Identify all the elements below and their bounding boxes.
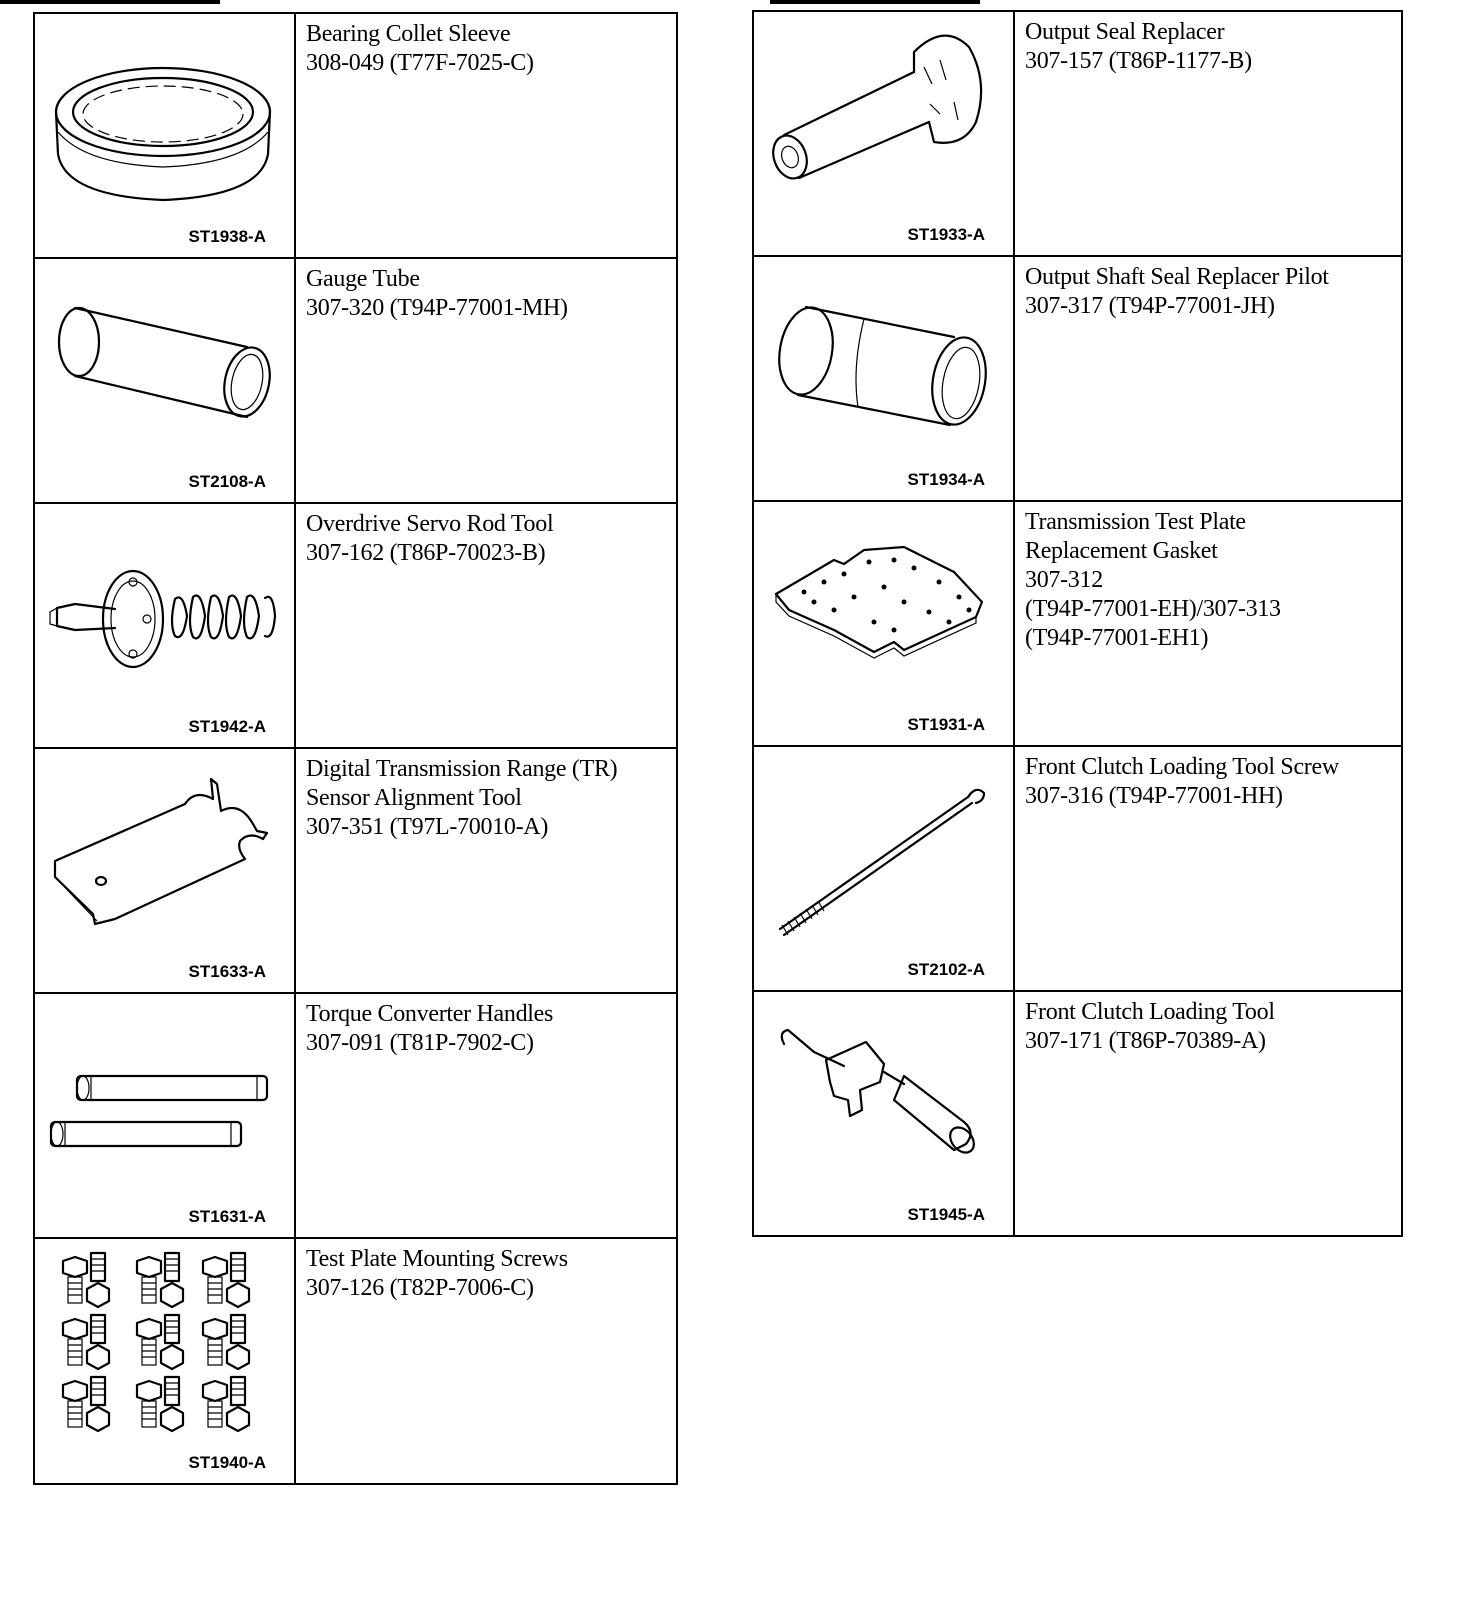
tool-number: 308-049 (T77F-7025-C) [306, 50, 534, 76]
tool-row [754, 257, 1401, 502]
tool-number: 307-316 (T94P-77001-HH) [1025, 783, 1283, 809]
gauge-tube-illustration [35, 259, 296, 502]
figure-code: ST1631-A [188, 1207, 266, 1226]
right-tool-table [752, 10, 1403, 1237]
tool-image-cell [35, 504, 296, 747]
bearing-collet-sleeve-illustration [35, 14, 296, 257]
tool-name: Output Shaft Seal Replacer Pilot [1025, 264, 1329, 290]
figure-code: ST1940-A [188, 1453, 266, 1472]
figure-code: ST1938-A [188, 227, 266, 246]
tool-image-cell [754, 257, 1015, 500]
tool-image-cell [754, 12, 1015, 255]
tool-number: 307-126 (T82P-7006-C) [306, 1275, 534, 1301]
tool-row [754, 12, 1401, 257]
tool-number: 307-317 (T94P-77001-JH) [1025, 293, 1275, 319]
tool-number: 307-091 (T81P-7902-C) [306, 1030, 534, 1056]
tool-number: (T94P-77001-EH)/307-313 [1025, 596, 1281, 622]
test-plate-gasket-illustration [754, 502, 1015, 745]
tool-description [306, 1000, 553, 1058]
tool-number: 307-351 (T97L-70010-A) [306, 814, 549, 840]
tool-number: 307-171 (T86P-70389-A) [1025, 1028, 1266, 1054]
tool-name: Gauge Tube [306, 266, 420, 292]
tool-name-continued: Replacement Gasket [1025, 538, 1218, 564]
clutch-loading-tool-illustration [754, 992, 1015, 1233]
tool-description [306, 20, 534, 78]
left-tool-table [33, 12, 678, 1485]
figure-code: ST1942-A [188, 717, 266, 736]
tool-description [1025, 753, 1339, 811]
figure-code: ST1934-A [907, 470, 985, 489]
tool-description [1025, 508, 1281, 653]
tool-number: 307-312 [1025, 567, 1103, 593]
tool-image-cell [35, 14, 296, 257]
header-fragment-left [0, 0, 220, 4]
header-fragment-right [770, 0, 980, 4]
tool-row [754, 992, 1401, 1235]
tool-row [35, 259, 676, 504]
converter-handles-illustration [35, 994, 296, 1237]
tool-name: Digital Transmission Range (TR) [306, 756, 618, 782]
tool-name: Front Clutch Loading Tool Screw [1025, 754, 1339, 780]
tool-image-cell [35, 1239, 296, 1483]
replacer-pilot-illustration [754, 257, 1015, 500]
mounting-screws-illustration [35, 1239, 296, 1481]
tool-row [754, 502, 1401, 747]
tool-description [1025, 263, 1329, 321]
tool-name: Bearing Collet Sleeve [306, 21, 511, 47]
tool-number: 307-162 (T86P-70023-B) [306, 540, 546, 566]
tool-description [306, 510, 553, 568]
tool-image-cell [754, 992, 1015, 1235]
servo-rod-tool-illustration [35, 504, 296, 747]
figure-code: ST1945-A [907, 1205, 985, 1224]
tool-name: Torque Converter Handles [306, 1001, 554, 1027]
tool-row [35, 14, 676, 259]
alignment-tool-illustration [35, 749, 296, 992]
tool-name: Output Seal Replacer [1025, 19, 1225, 45]
tool-image-cell [754, 747, 1015, 990]
tool-name: Front Clutch Loading Tool [1025, 999, 1275, 1025]
tool-row [754, 747, 1401, 992]
figure-code: ST1633-A [188, 962, 266, 981]
tool-image-cell [35, 994, 296, 1237]
tool-row [35, 504, 676, 749]
tool-row [35, 1239, 676, 1483]
loading-tool-screw-illustration [754, 747, 1015, 990]
tool-number: (T94P-77001-EH1) [1025, 625, 1209, 651]
figure-code: ST1933-A [907, 225, 985, 244]
figure-code: ST2102-A [907, 960, 985, 979]
tool-number: 307-157 (T86P-1177-B) [1025, 48, 1252, 74]
tool-name: Overdrive Servo Rod Tool [306, 511, 554, 537]
tool-name-continued: Sensor Alignment Tool [306, 785, 522, 811]
figure-code: ST2108-A [188, 472, 266, 491]
tool-row [35, 749, 676, 994]
tool-description [1025, 998, 1275, 1056]
figure-code: ST1931-A [907, 715, 985, 734]
tool-description [306, 1245, 568, 1303]
tool-image-cell [35, 259, 296, 502]
tool-number: 307-320 (T94P-77001-MH) [306, 295, 568, 321]
tool-row [35, 994, 676, 1239]
tool-description [306, 755, 617, 842]
tool-image-cell [35, 749, 296, 992]
tool-name: Transmission Test Plate [1025, 509, 1246, 535]
seal-replacer-illustration [754, 12, 1015, 255]
tool-description [306, 265, 568, 323]
tool-name: Test Plate Mounting Screws [306, 1246, 568, 1272]
tool-image-cell [754, 502, 1015, 745]
tool-description [1025, 18, 1252, 76]
